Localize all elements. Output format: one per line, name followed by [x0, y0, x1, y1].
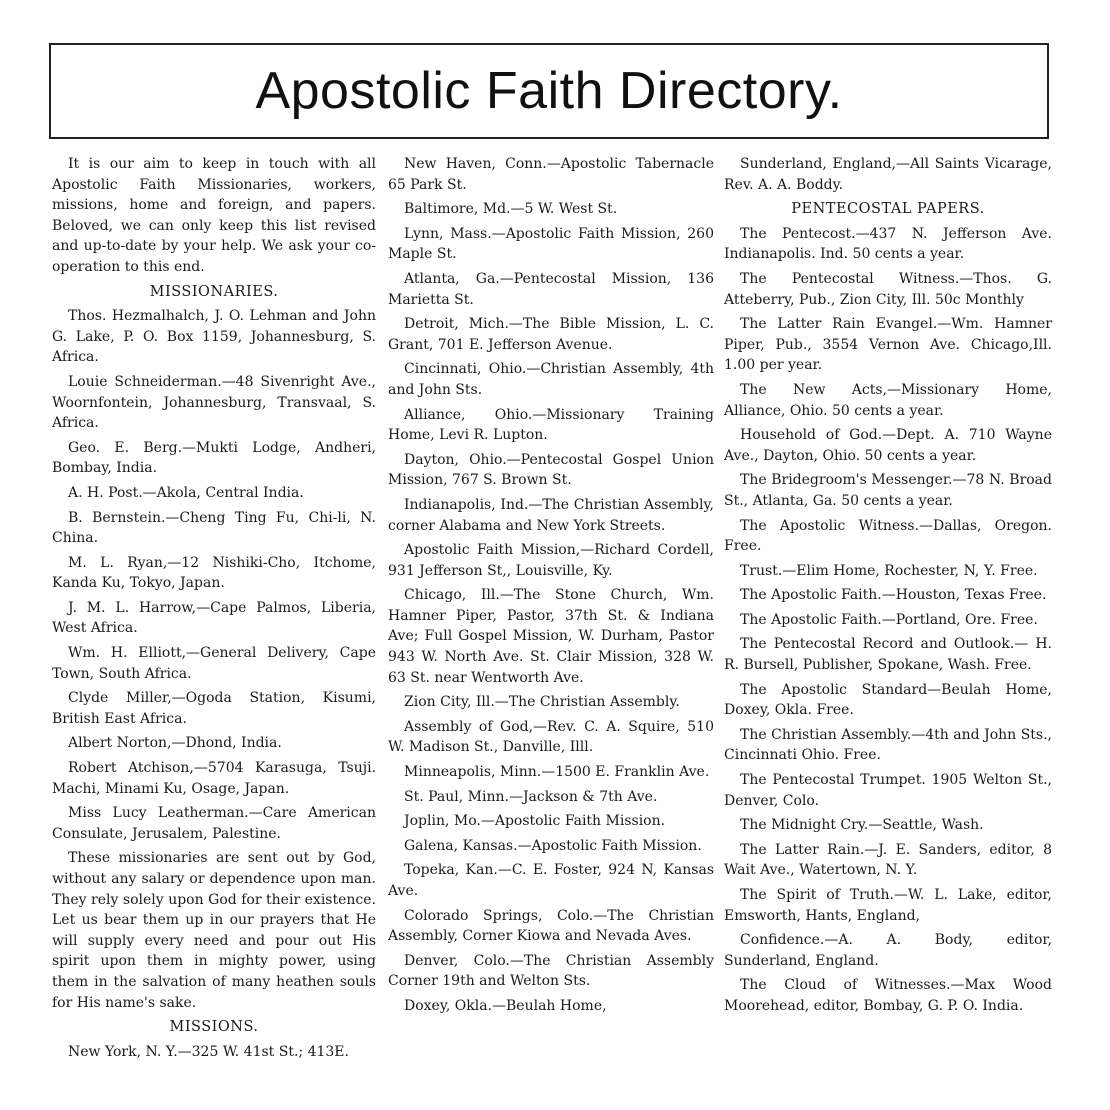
- list-item: Galena, Kansas.—Apostolic Faith Mission.: [404, 837, 702, 854]
- list-item: The New Acts,—Missionary Home, Alliance, Ohio. 50 cents a year.: [724, 381, 1052, 419]
- list-item: The Latter Rain Evangel.—Wm. Hamner Piper, Pub., 3554 Vernon Ave. Chicago,Ill. 1.00 per year.: [724, 316, 1052, 374]
- list-item: Wm. H. Elliott,—General Delivery, Cape Town, South Africa.: [52, 645, 376, 682]
- title-box: [49, 43, 1049, 139]
- closing-paragraph: These missionaries are sent out by God, without any salary or dependence upon man. They rely solely upon God for their existence. Let us bear them up in our prayers that He will supply every need and pour out His spirit upon them in mighty power, using them in the salvation of many heathen souls for His name's sake.: [52, 850, 376, 1011]
- missions-heading: MISSIONS.: [169, 1019, 259, 1036]
- list-item: B. Bernstein.—Cheng Ting Fu, Chi-li, N. China.: [52, 509, 376, 547]
- page-title: Apostolic Faith Directory.: [255, 62, 843, 120]
- list-item: Robert Atchison,—5704 Karasuga, Tsuji. Machi, Minami Ku, Osage, Japan.: [52, 760, 376, 797]
- list-item: J. M. L. Harrow,—Cape Palmos, Liberia, West Africa.: [52, 599, 376, 637]
- list-item: M. L. Ryan,—12 Nishiki-Cho, Itchome, Kanda Ku, Tokyo, Japan.: [52, 554, 376, 592]
- list-item: Household of God.—Dept. A. 710 Wayne Ave., Dayton, Ohio. 50 cents a year.: [724, 427, 1052, 464]
- list-item: Thos. Hezmalhalch, J. O. Lehman and John G. Lake, P. O. Box 1159, Johannesburg, S. Africa.: [52, 308, 376, 366]
- list-item: Trust.—Elim Home, Rochester, N, Y. Free.: [740, 562, 1038, 579]
- list-item: Chicago, Ill.—The Stone Church, Wm. Hamner Piper, Pastor, 37th St. & Indiana Ave; Full Gospel Mission, W. Durham, Pastor 943 W. North Ave. St. Clair Mission, 328 W. 63 St. near Wentworth Ave.: [388, 587, 714, 686]
- list-item: Confidence.—A. A. Body, editor, Sunderland, England.: [724, 932, 1052, 969]
- missions-list: [388, 154, 714, 1017]
- missionaries-list: [52, 306, 376, 844]
- list-item: A. H. Post.—Akola, Central India.: [68, 484, 304, 501]
- list-item: Sunderland, England,—All Saints Vicarage, Rev. A. A. Boddy.: [724, 156, 1052, 193]
- list-item: Apostolic Faith Mission,—Richard Cordell, 931 Jefferson St,, Louisville, Ky.: [388, 542, 714, 579]
- list-item: The Latter Rain.—J. E. Sanders, editor, 8 Wait Ave., Watertown, N. Y.: [724, 841, 1052, 879]
- list-item: Joplin, Mo.—Apostolic Faith Mission.: [404, 813, 666, 830]
- list-item: Assembly of God,—Rev. C. A. Squire, 510 W. Madison St., Danville, Illl.: [388, 718, 714, 756]
- list-item: Atlanta, Ga.—Pentecostal Mission, 136 Marietta St.: [388, 270, 714, 308]
- list-item: The Christian Assembly.—4th and John Sts., Cincinnati Ohio. Free.: [724, 726, 1052, 764]
- list-item: Zion City, Ill.—The Christian Assembly.: [404, 694, 680, 711]
- missionaries-heading: MISSIONARIES.: [149, 283, 279, 300]
- list-item: Detroit, Mich.—The Bible Mission, L. C. Grant, 701 E. Jefferson Avenue.: [388, 316, 714, 353]
- list-item: The Apostolic Standard—Beulah Home, Doxey, Okla. Free.: [724, 681, 1052, 719]
- list-item: The Pentecostal Record and Outlook.— H. R. Bursell, Publisher, Spokane, Wash. Free.: [724, 636, 1052, 674]
- list-item: New York, N. Y.—325 W. 41st St.; 413E.: [68, 1043, 349, 1060]
- list-item: Colorado Springs, Colo.—The Christian Assembly, Corner Kiowa and Nevada Aves.: [388, 907, 714, 945]
- list-item: The Cloud of Witnesses.—Max Wood Moorehead, editor, Bombay, G. P. O. India.: [724, 977, 1052, 1014]
- papers-list: [724, 224, 1052, 1017]
- list-item: Dayton, Ohio.—Pentecostal Gospel Union Mission, 767 S. Brown St.: [388, 451, 714, 489]
- column-2: [388, 154, 714, 1110]
- list-item: The Midnight Cry.—Seattle, Wash.: [740, 817, 984, 834]
- intro-paragraph: It is our aim to keep in touch with all Apostolic Faith Missionaries, workers, missions, home and foreign, and papers. Beloved, we can only keep this list revised and up-to-date by your help. We ask your co-operation to this end.: [52, 156, 376, 275]
- column-1: [52, 154, 376, 1110]
- list-item: Albert Norton,—Dhond, India.: [68, 735, 282, 752]
- list-item: Doxey, Okla.—Beulah Home,: [404, 997, 607, 1014]
- list-item: The Bridegroom's Messenger.—78 N. Broad St., Atlanta, Ga. 50 cents a year.: [724, 472, 1052, 509]
- list-item: Miss Lucy Leatherman.—Care American Consulate, Jerusalem, Palestine.: [52, 805, 376, 842]
- list-item: The Apostolic Witness.—Dallas, Oregon. Free.: [724, 517, 1052, 555]
- list-item: The Apostolic Faith.—Portland, Ore. Free.: [740, 611, 1038, 628]
- list-item: The Spirit of Truth.—W. L. Lake, editor, Emsworth, Hants, England,: [724, 887, 1052, 924]
- list-item: Topeka, Kan.—C. E. Foster, 924 N, Kansas Ave.: [388, 862, 714, 899]
- list-item: Alliance, Ohio.—Missionary Training Home, Levi R. Lupton.: [388, 406, 714, 444]
- list-item: The Pentecostal Trumpet. 1905 Welton St., Denver, Colo.: [724, 772, 1052, 809]
- list-item: Geo. E. Berg.—Mukti Lodge, Andheri, Bombay, India.: [52, 439, 376, 477]
- column-3: [724, 154, 1052, 1110]
- list-item: Minneapolis, Minn.—1500 E. Franklin Ave.: [404, 764, 710, 781]
- list-item: Clyde Miller,—Ogoda Station, Kisumi, British East Africa.: [52, 690, 376, 727]
- list-item: Indianapolis, Ind.—The Christian Assembly, corner Alabama and New York Streets.: [388, 496, 714, 534]
- list-item: The Pentecostal Witness.—Thos. G. Atteberry, Pub., Zion City, Ill. 50c Monthly: [724, 270, 1052, 308]
- list-item: New Haven, Conn.—Apostolic Tabernacle 65 Park St.: [388, 156, 714, 193]
- list-item: Cincinnati, Ohio.—Christian Assembly, 4th and John Sts.: [388, 361, 714, 398]
- list-item: Denver, Colo.—The Christian Assembly Corner 19th and Welton Sts.: [388, 952, 714, 990]
- list-item: St. Paul, Minn.—Jackson & 7th Ave.: [404, 788, 658, 805]
- list-item: The Pentecost.—437 N. Jefferson Ave. Indianapolis. Ind. 50 cents a year.: [724, 225, 1052, 263]
- list-item: The Apostolic Faith.—Houston, Texas Free.: [740, 587, 1047, 604]
- papers-heading: PENTECOSTAL PAPERS.: [791, 201, 985, 218]
- list-item: Lynn, Mass.—Apostolic Faith Mission, 260 Maple St.: [388, 225, 714, 263]
- list-item: Louie Schneiderman.—48 Sivenright Ave., Woornfontein, Johannesburg, Transvaal, S. Africa.: [52, 373, 376, 432]
- list-item: Baltimore, Md.—5 W. West St.: [404, 201, 618, 218]
